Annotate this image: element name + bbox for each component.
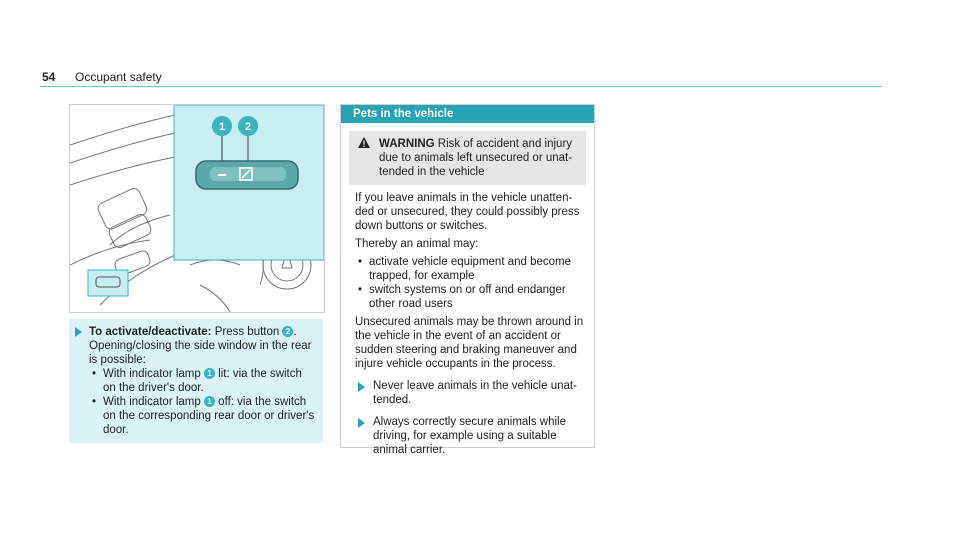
callout-1-badge: 1 <box>204 396 215 407</box>
warning-label: WARNING <box>379 138 435 150</box>
pets-title: Pets in the vehicle <box>341 105 594 123</box>
list-item: • activate vehicle equipment and become trapped, for example <box>355 255 586 283</box>
header-rule <box>40 86 882 87</box>
list-item: • With indicator lamp 1 off: via the switch on the corresponding rear door or driver's door. <box>89 395 317 437</box>
warning-icon <box>357 136 371 149</box>
action-arrow-icon <box>358 418 365 428</box>
warning-content <box>341 185 594 463</box>
action-arrow-icon <box>75 327 82 337</box>
warning-box <box>349 131 586 185</box>
list-item: • With indicator lamp 1 lit: via the switch on the driver's door. <box>89 367 317 395</box>
pets-paragraph-1: If you leave animals in the vehicle unattended or unsecured, they could possibly press down buttons or switches. <box>355 192 580 232</box>
instruction-list <box>89 367 317 437</box>
section-title: Occupant safety <box>75 70 162 84</box>
instruction-lead-label: To activate/deactivate: <box>89 326 212 338</box>
callout-1-label: 1 <box>218 121 226 133</box>
instruction-lead: To activate/deactivate: Press button 2 . <box>89 326 297 338</box>
instruction-paragraph: Opening/closing the side window in the rear is possible: <box>89 340 312 366</box>
callout-1-badge: 1 <box>204 368 215 379</box>
pets-paragraph-3: Unsecured animals may be thrown around in the vehicle in the event of an accident or sudden steering and braking maneuver and injure vehicle occupants in the process. <box>355 316 584 370</box>
instruction-box <box>69 319 323 443</box>
action-step-1: Never leave animals in the vehicle unattended. <box>355 379 586 407</box>
callout-2-badge: 2 <box>282 326 293 337</box>
action-arrow-icon <box>358 382 365 392</box>
warning-text: Risk of accident and injury due to animals left unsecured or unattended in the vehicle <box>379 138 573 178</box>
pets-paragraph-2: Thereby an animal may: <box>355 238 479 250</box>
highlight-box <box>88 270 128 296</box>
action-step-2: Always correctly secure animals while driving, for example using a suitable animal carrier. <box>355 415 586 457</box>
pets-section <box>340 104 595 456</box>
page-number: 54 <box>42 70 56 84</box>
list-item: • switch systems on or off and endanger other road users <box>355 283 586 311</box>
door-switch-illustration <box>69 104 325 313</box>
callout-2-label: 2 <box>244 121 252 133</box>
pets-bullet-list <box>355 255 586 311</box>
